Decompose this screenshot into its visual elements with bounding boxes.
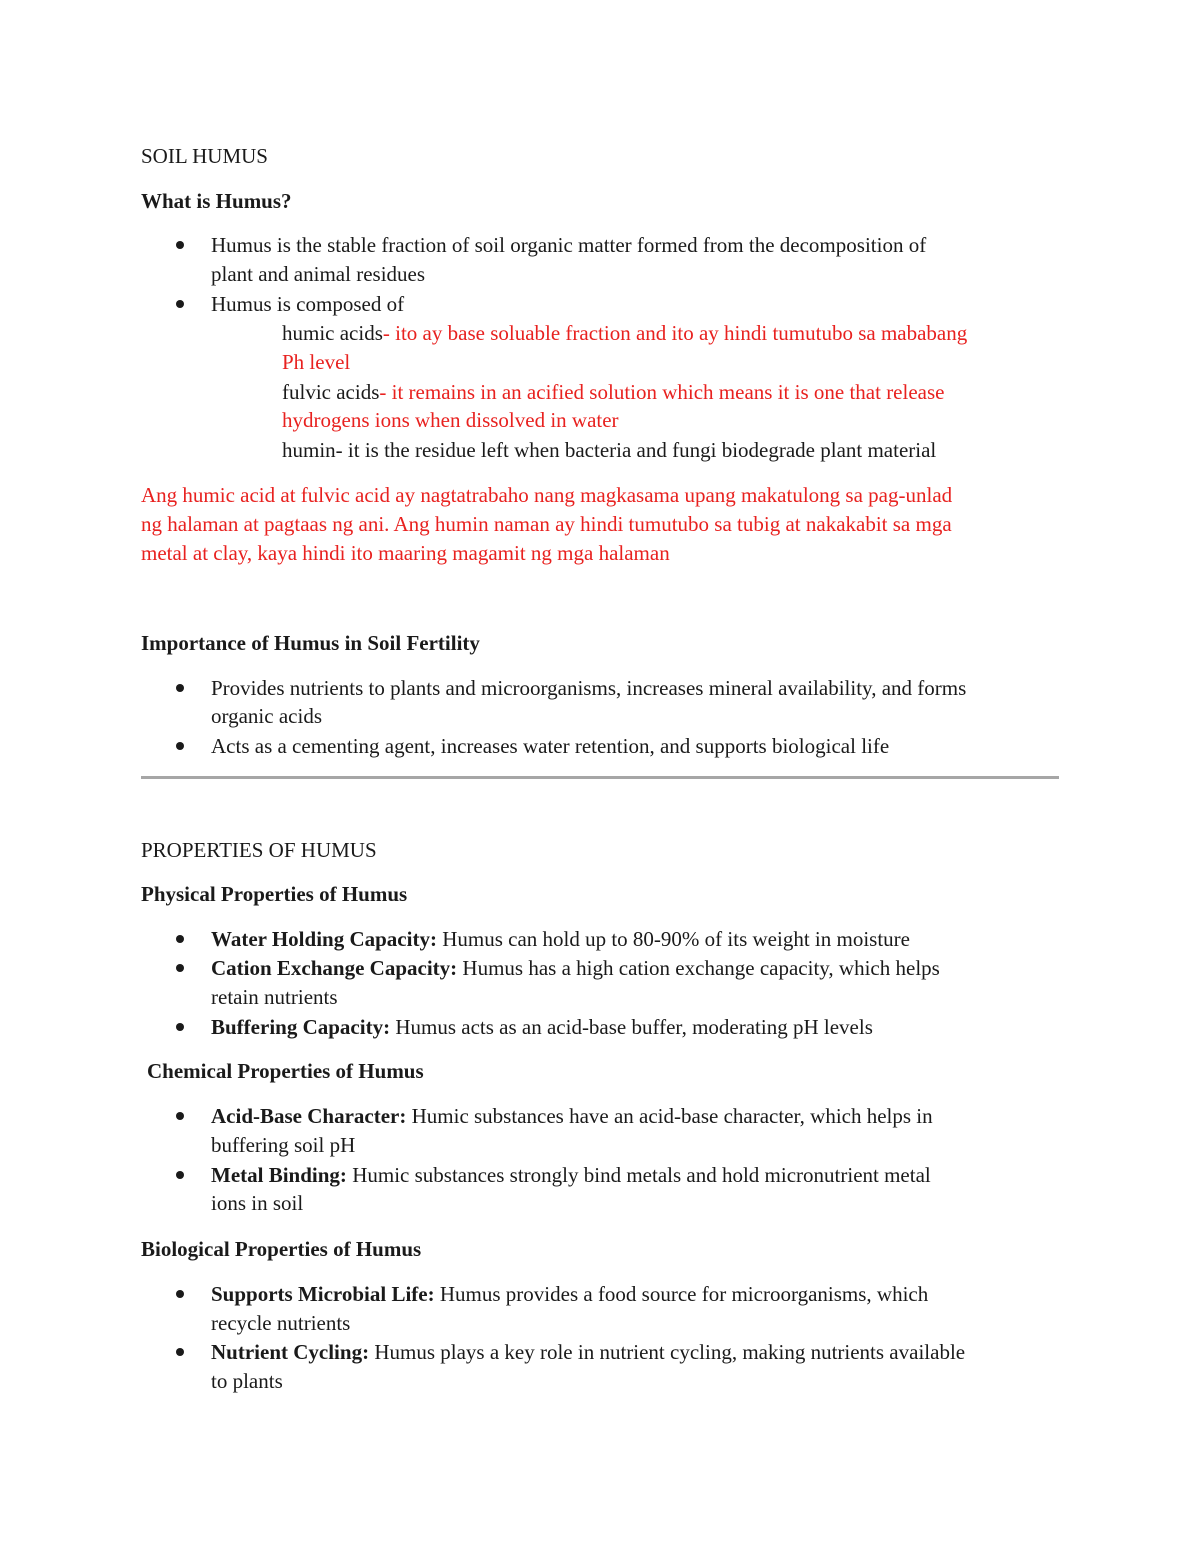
section-title-properties: PROPERTIES OF HUMUS xyxy=(141,838,377,862)
document-title: SOIL HUMUS xyxy=(141,144,268,168)
section-heading-physical: Physical Properties of Humus xyxy=(141,882,408,906)
list-item-line: recycle nutrients xyxy=(211,1311,351,1335)
property-term: Metal Binding: xyxy=(211,1163,347,1187)
property-term: Buffering Capacity: xyxy=(211,1015,391,1039)
humin-line: humin- it is the residue left when bacteria and fungi biodegrade plant material xyxy=(282,438,937,462)
bullet-icon xyxy=(176,1112,184,1120)
fulvic-acids-note: - it remains in an acified solution which means it is one that release xyxy=(379,380,945,404)
property-desc: Humus plays a key role in nutrient cycling, making nutrients available xyxy=(369,1340,966,1364)
list-item-line: to plants xyxy=(211,1369,283,1393)
bullet-icon xyxy=(176,1348,184,1356)
list-item-line xyxy=(211,925,910,954)
bullet-icon xyxy=(176,964,184,972)
property-term: Acid-Base Character: xyxy=(211,1104,407,1128)
bullet-icon xyxy=(176,1023,184,1031)
property-desc: Humus provides a food source for microorganisms, which xyxy=(434,1282,929,1306)
bullet-icon xyxy=(176,1290,184,1298)
humic-acids-note: - ito ay base soluable fraction and ito ay hindi tumutubo sa mababang xyxy=(382,321,968,345)
list-item-line: Provides nutrients to plants and microorganisms, increases mineral availability, and forms xyxy=(211,676,967,700)
list-item-line xyxy=(211,1102,933,1131)
bullet-icon xyxy=(176,1171,184,1179)
property-desc: Humus has a high cation exchange capacity, which helps xyxy=(457,956,940,980)
property-term: Cation Exchange Capacity: xyxy=(211,956,458,980)
property-term: Water Holding Capacity: xyxy=(211,927,437,951)
fulvic-acids-line xyxy=(282,378,944,407)
list-item-line: retain nutrients xyxy=(211,985,338,1009)
list-item-line xyxy=(211,1338,965,1367)
humic-acids-line xyxy=(282,319,967,348)
list-item-line: Acts as a cementing agent, increases water retention, and supports biological life xyxy=(211,734,890,758)
fulvic-acids-term: fulvic acids xyxy=(282,380,380,404)
bullet-icon xyxy=(176,742,184,750)
section-heading-importance: Importance of Humus in Soil Fertility xyxy=(141,631,480,655)
property-desc: Humic substances have an acid-base character, which helps in xyxy=(406,1104,933,1128)
bullet-icon xyxy=(176,300,184,308)
list-item-line: plant and animal residues xyxy=(211,262,426,286)
section-heading-chemical: Chemical Properties of Humus xyxy=(147,1059,424,1083)
list-item-line xyxy=(211,1161,931,1190)
bullet-icon xyxy=(176,935,184,943)
horizontal-divider xyxy=(141,776,1059,779)
bullet-icon xyxy=(176,684,184,692)
list-item-line xyxy=(211,1013,873,1042)
property-desc: Humus acts as an acid-base buffer, moderating pH levels xyxy=(390,1015,873,1039)
bullet-icon xyxy=(176,241,184,249)
property-desc: Humic substances strongly bind metals and hold micronutrient metal xyxy=(346,1163,931,1187)
tagalog-note-line: ng halaman at pagtaas ng ani. Ang humin naman ay hindi tumutubo sa tubig at nakakabit sa mga xyxy=(141,512,952,536)
property-term: Nutrient Cycling: xyxy=(211,1340,370,1364)
list-item-line: Humus is the stable fraction of soil organic matter formed from the decomposition of xyxy=(211,233,927,257)
list-item-line: buffering soil pH xyxy=(211,1133,356,1157)
list-item-line xyxy=(211,1280,928,1309)
list-item-line xyxy=(211,954,940,983)
section-heading-biological: Biological Properties of Humus xyxy=(141,1237,422,1261)
tagalog-note-line: Ang humic acid at fulvic acid ay nagtatrabaho nang magkasama upang makatulong sa pag-unlad xyxy=(141,483,953,507)
tagalog-note-line: metal at clay, kaya hindi ito maaring magamit ng mga halaman xyxy=(141,541,670,565)
property-desc: Humus can hold up to 80-90% of its weight in moisture xyxy=(436,927,910,951)
fulvic-acids-note-cont: hydrogens ions when dissolved in water xyxy=(282,408,619,432)
list-item-line: Humus is composed of xyxy=(211,292,405,316)
humic-acids-term: humic acids xyxy=(282,321,383,345)
property-term: Supports Microbial Life: xyxy=(211,1282,435,1306)
list-item-line: ions in soil xyxy=(211,1191,304,1215)
humic-acids-note-cont: Ph level xyxy=(282,350,351,374)
section-heading-what-is-humus: What is Humus? xyxy=(141,189,292,213)
list-item-line: organic acids xyxy=(211,704,322,728)
